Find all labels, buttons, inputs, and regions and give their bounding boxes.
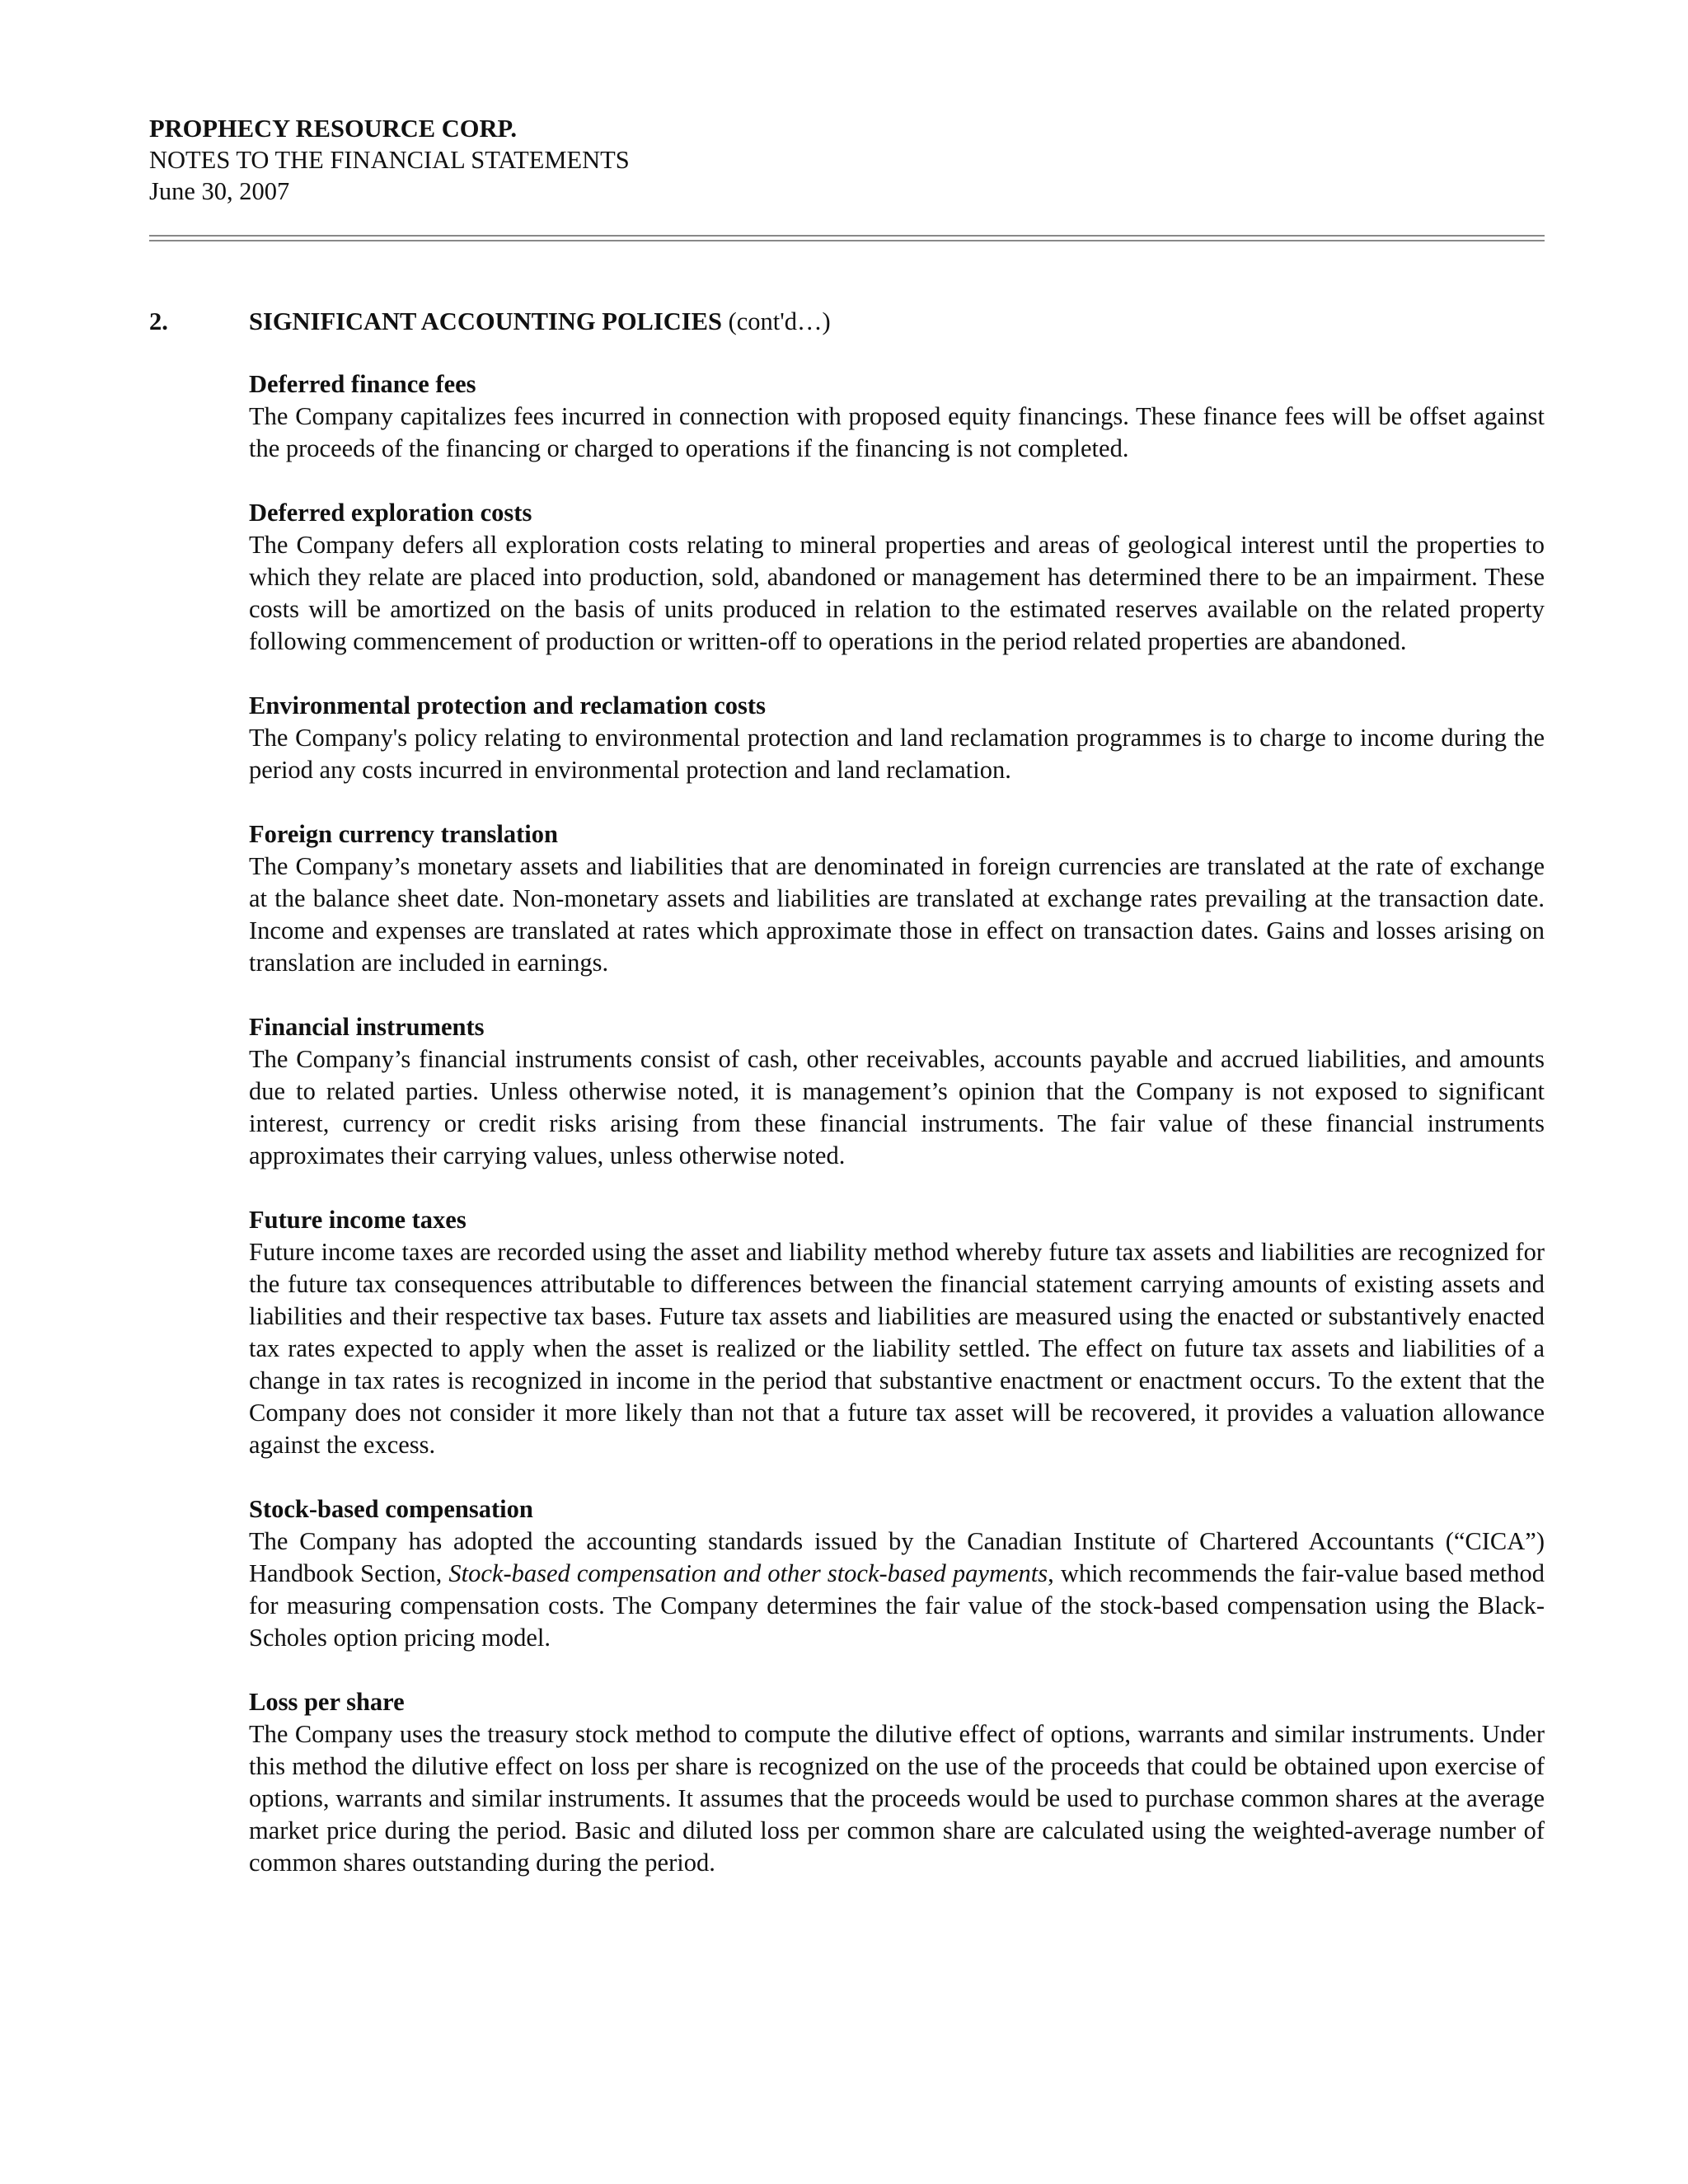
policy-title: Foreign currency translation: [249, 820, 558, 848]
policy-text: The Company’s monetary assets and liabilities that are denominated in foreign currencies are translated at the rate of exchange at the balance sheet date. Non-monetary assets and liabilities are translated at exchange rates prevailing at the transaction date. Income and expenses are translated at rates which approximate those in effect on transaction dates. Gains and losses arising on translation are included in earnings.: [249, 852, 1545, 977]
policy-text: Future income taxes are recorded using the asset and liability method whereby future tax assets and liabilities are recognized for the future tax consequences attributable to differences between the financial statement carrying amounts of existing assets and liabilities and their respective tax bases. Future tax assets and liabilities are measured using the enacted or substantively enacted tax rates expected to apply when the asset is realized or the liability settled. The effect on future tax assets and liabilities of a change in tax rates is recognized in income in the period that substantive enactment or enactment occurs. To the extent that the Company does not consider it more likely than not that a future tax asset will be recovered, it provides a valuation allowance against the excess.: [249, 1238, 1545, 1459]
policy-title: Financial instruments: [249, 1013, 485, 1041]
statement-date: June 30, 2007: [149, 177, 290, 205]
policies-body: [249, 368, 1545, 1911]
policy-title: Deferred finance fees: [249, 370, 476, 398]
document-title: NOTES TO THE FINANCIAL STATEMENTS: [149, 146, 630, 174]
section-title-line: [249, 306, 831, 337]
policy-text: The Company’s financial instruments consist of cash, other receivables, accounts payable and accrued liabilities, and amounts due to related parties. Unless otherwise noted, it is management’s opinion that the Company is not exposed to significant interest, currency or credit risks arising from these financial instruments. The fair value of these financial instruments approximates their carrying values, unless otherwise noted.: [249, 1045, 1545, 1169]
policy-environmental-protection: [249, 690, 1545, 786]
policy-text-after: , which recommends the fair-value based method for measuring compensation costs. The Company determines the fair value of the stock-based compensation using the Black-Scholes option pricing model.: [249, 1559, 1545, 1652]
policy-text: [249, 1526, 1545, 1654]
section-suffix: (cont'd…): [728, 307, 831, 335]
policy-text: The Company uses the treasury stock method to compute the dilutive effect of options, warrants and similar instruments. Under this method the dilutive effect on loss per share is recognized on the use of the proceeds that could be obtained upon exercise of options, warrants and similar instruments. It assumes that the proceeds would be used to purchase common shares at the average market price during the period. Basic and diluted loss per common share are calculated using the weighted-average number of common shares outstanding during the period.: [249, 1720, 1545, 1877]
policy-deferred-exploration-costs: [249, 497, 1545, 658]
section-number: 2.: [149, 307, 168, 335]
policy-text: The Company's policy relating to environmental protection and land reclamation programmes is to charge to income during the period any costs incurred in environmental protection and land reclamation.: [249, 724, 1545, 784]
policy-loss-per-share: [249, 1686, 1545, 1879]
policy-deferred-finance-fees: [249, 368, 1545, 465]
policy-title: Deferred exploration costs: [249, 499, 532, 527]
policy-text: The Company defers all exploration costs relating to mineral properties and areas of geological interest until the properties to which they relate are placed into production, sold, abandoned or management has determined there to be an impairment. These costs will be amortized on the basis of units produced in relation to the estimated reserves available on the related property following commencement of production or written-off to operations in the period related properties are abandoned.: [249, 531, 1545, 655]
header-divider-bottom: [149, 240, 1545, 241]
policy-text-before: The Company has adopted the accounting standards issued by the Canadian Institute of Chartered Accountants (“CICA”) Handbook Section,: [249, 1527, 1545, 1587]
section-title: SIGNIFICANT ACCOUNTING POLICIES: [249, 307, 722, 335]
policy-stock-based-compensation: [249, 1493, 1545, 1654]
policy-title: Stock-based compensation: [249, 1495, 533, 1523]
company-name: PROPHECY RESOURCE CORP.: [149, 115, 517, 143]
document-header: [149, 113, 1550, 207]
policy-foreign-currency-translation: [249, 818, 1545, 979]
policy-title: Future income taxes: [249, 1206, 467, 1234]
policy-title: Loss per share: [249, 1688, 405, 1716]
policy-future-income-taxes: [249, 1204, 1545, 1461]
policy-financial-instruments: [249, 1011, 1545, 1172]
policy-text: The Company capitalizes fees incurred in connection with proposed equity financings. These finance fees will be offset against the proceeds of the financing or charged to operations if the financing is not completed.: [249, 402, 1545, 462]
policy-title: Environmental protection and reclamation costs: [249, 691, 766, 719]
handbook-section-title: Stock-based compensation and other stock-based payments: [448, 1559, 1048, 1587]
header-divider-top: [149, 235, 1545, 237]
